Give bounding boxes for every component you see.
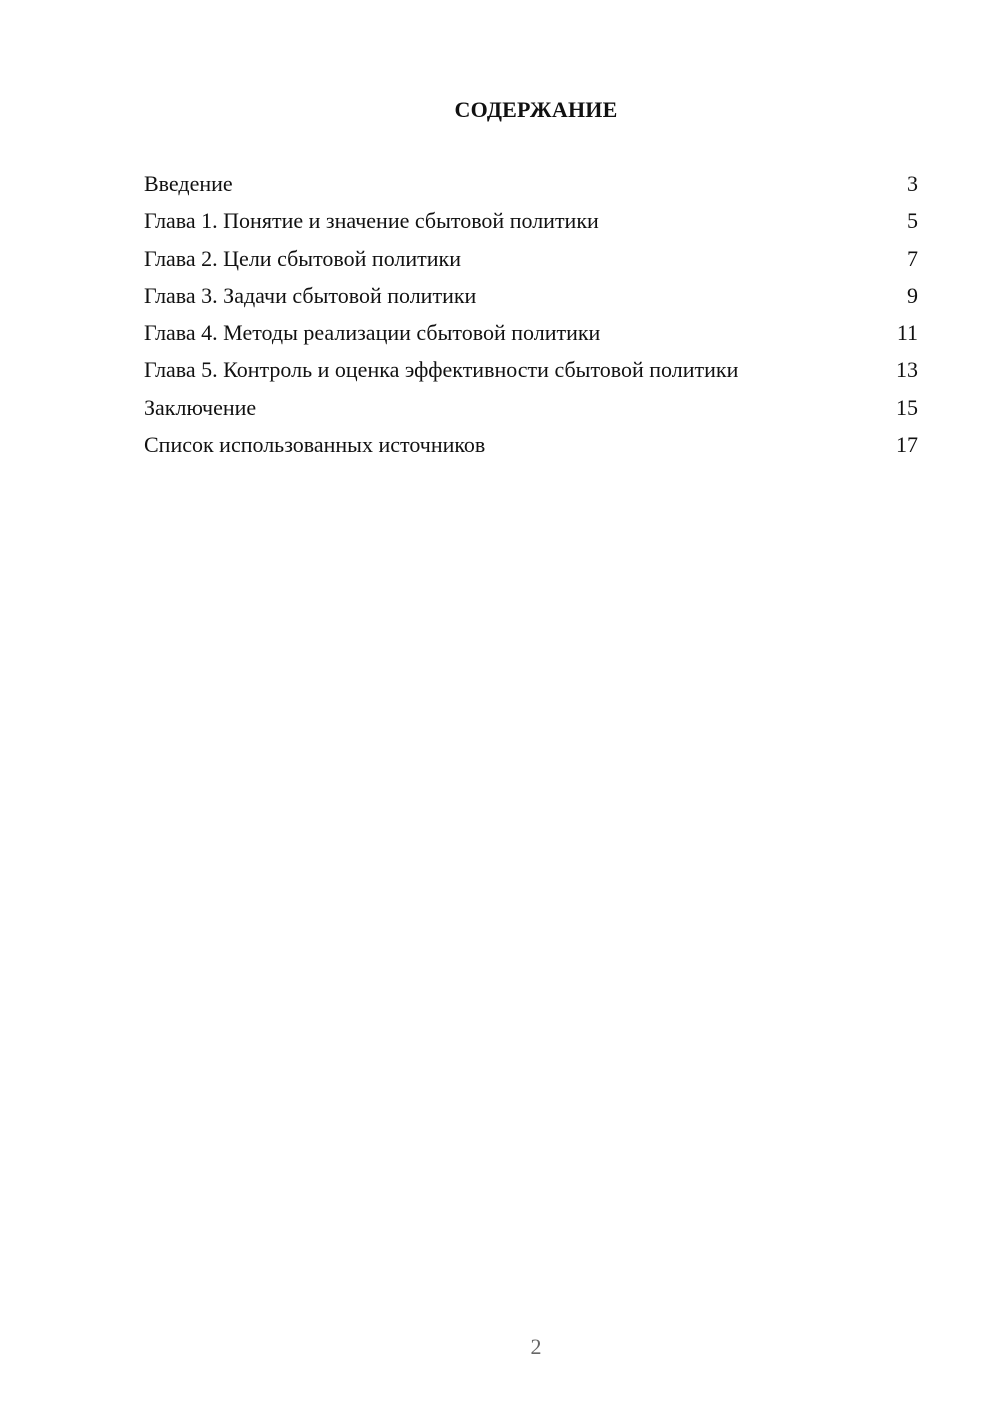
toc-entry-page: 17 (896, 432, 918, 458)
toc-entry-label: Список использованных источников (144, 432, 486, 458)
toc-entry-label: Глава 5. Контроль и оценка эффективности сбытовой политики (144, 357, 739, 383)
toc-entry-page: 13 (896, 357, 918, 383)
toc-entry-label: Введение (144, 171, 233, 196)
toc-entry (144, 245, 918, 282)
toc-entry-label: Глава 4. Методы реализации сбытовой политики (144, 320, 601, 346)
toc-entry-page: 5 (907, 208, 918, 234)
toc-entry-label: Глава 3. Задачи сбытовой политики (144, 282, 477, 308)
toc-entry-page: 15 (896, 394, 918, 420)
toc-entry-label: Заключение (144, 394, 257, 420)
toc-entry-page: 3 (907, 171, 918, 196)
toc-entry-page: 7 (907, 245, 918, 271)
toc-entry (144, 282, 918, 319)
toc-entry (144, 319, 918, 356)
toc-entry (144, 431, 918, 468)
toc-entry (144, 394, 918, 431)
toc-entry (144, 356, 918, 393)
toc-entry-label: Глава 2. Цели сбытовой политики (144, 245, 462, 271)
toc-entry-page: 11 (896, 320, 918, 346)
table-of-contents (144, 170, 918, 468)
toc-entry-page: 9 (907, 282, 918, 308)
toc-entry-label: Глава 1. Понятие и значение сбытовой политики (144, 208, 599, 234)
toc-entry (144, 170, 918, 207)
toc-title: СОДЕРЖАНИЕ (454, 97, 618, 122)
toc-entry (144, 207, 918, 244)
page-number: 2 (530, 1334, 542, 1359)
